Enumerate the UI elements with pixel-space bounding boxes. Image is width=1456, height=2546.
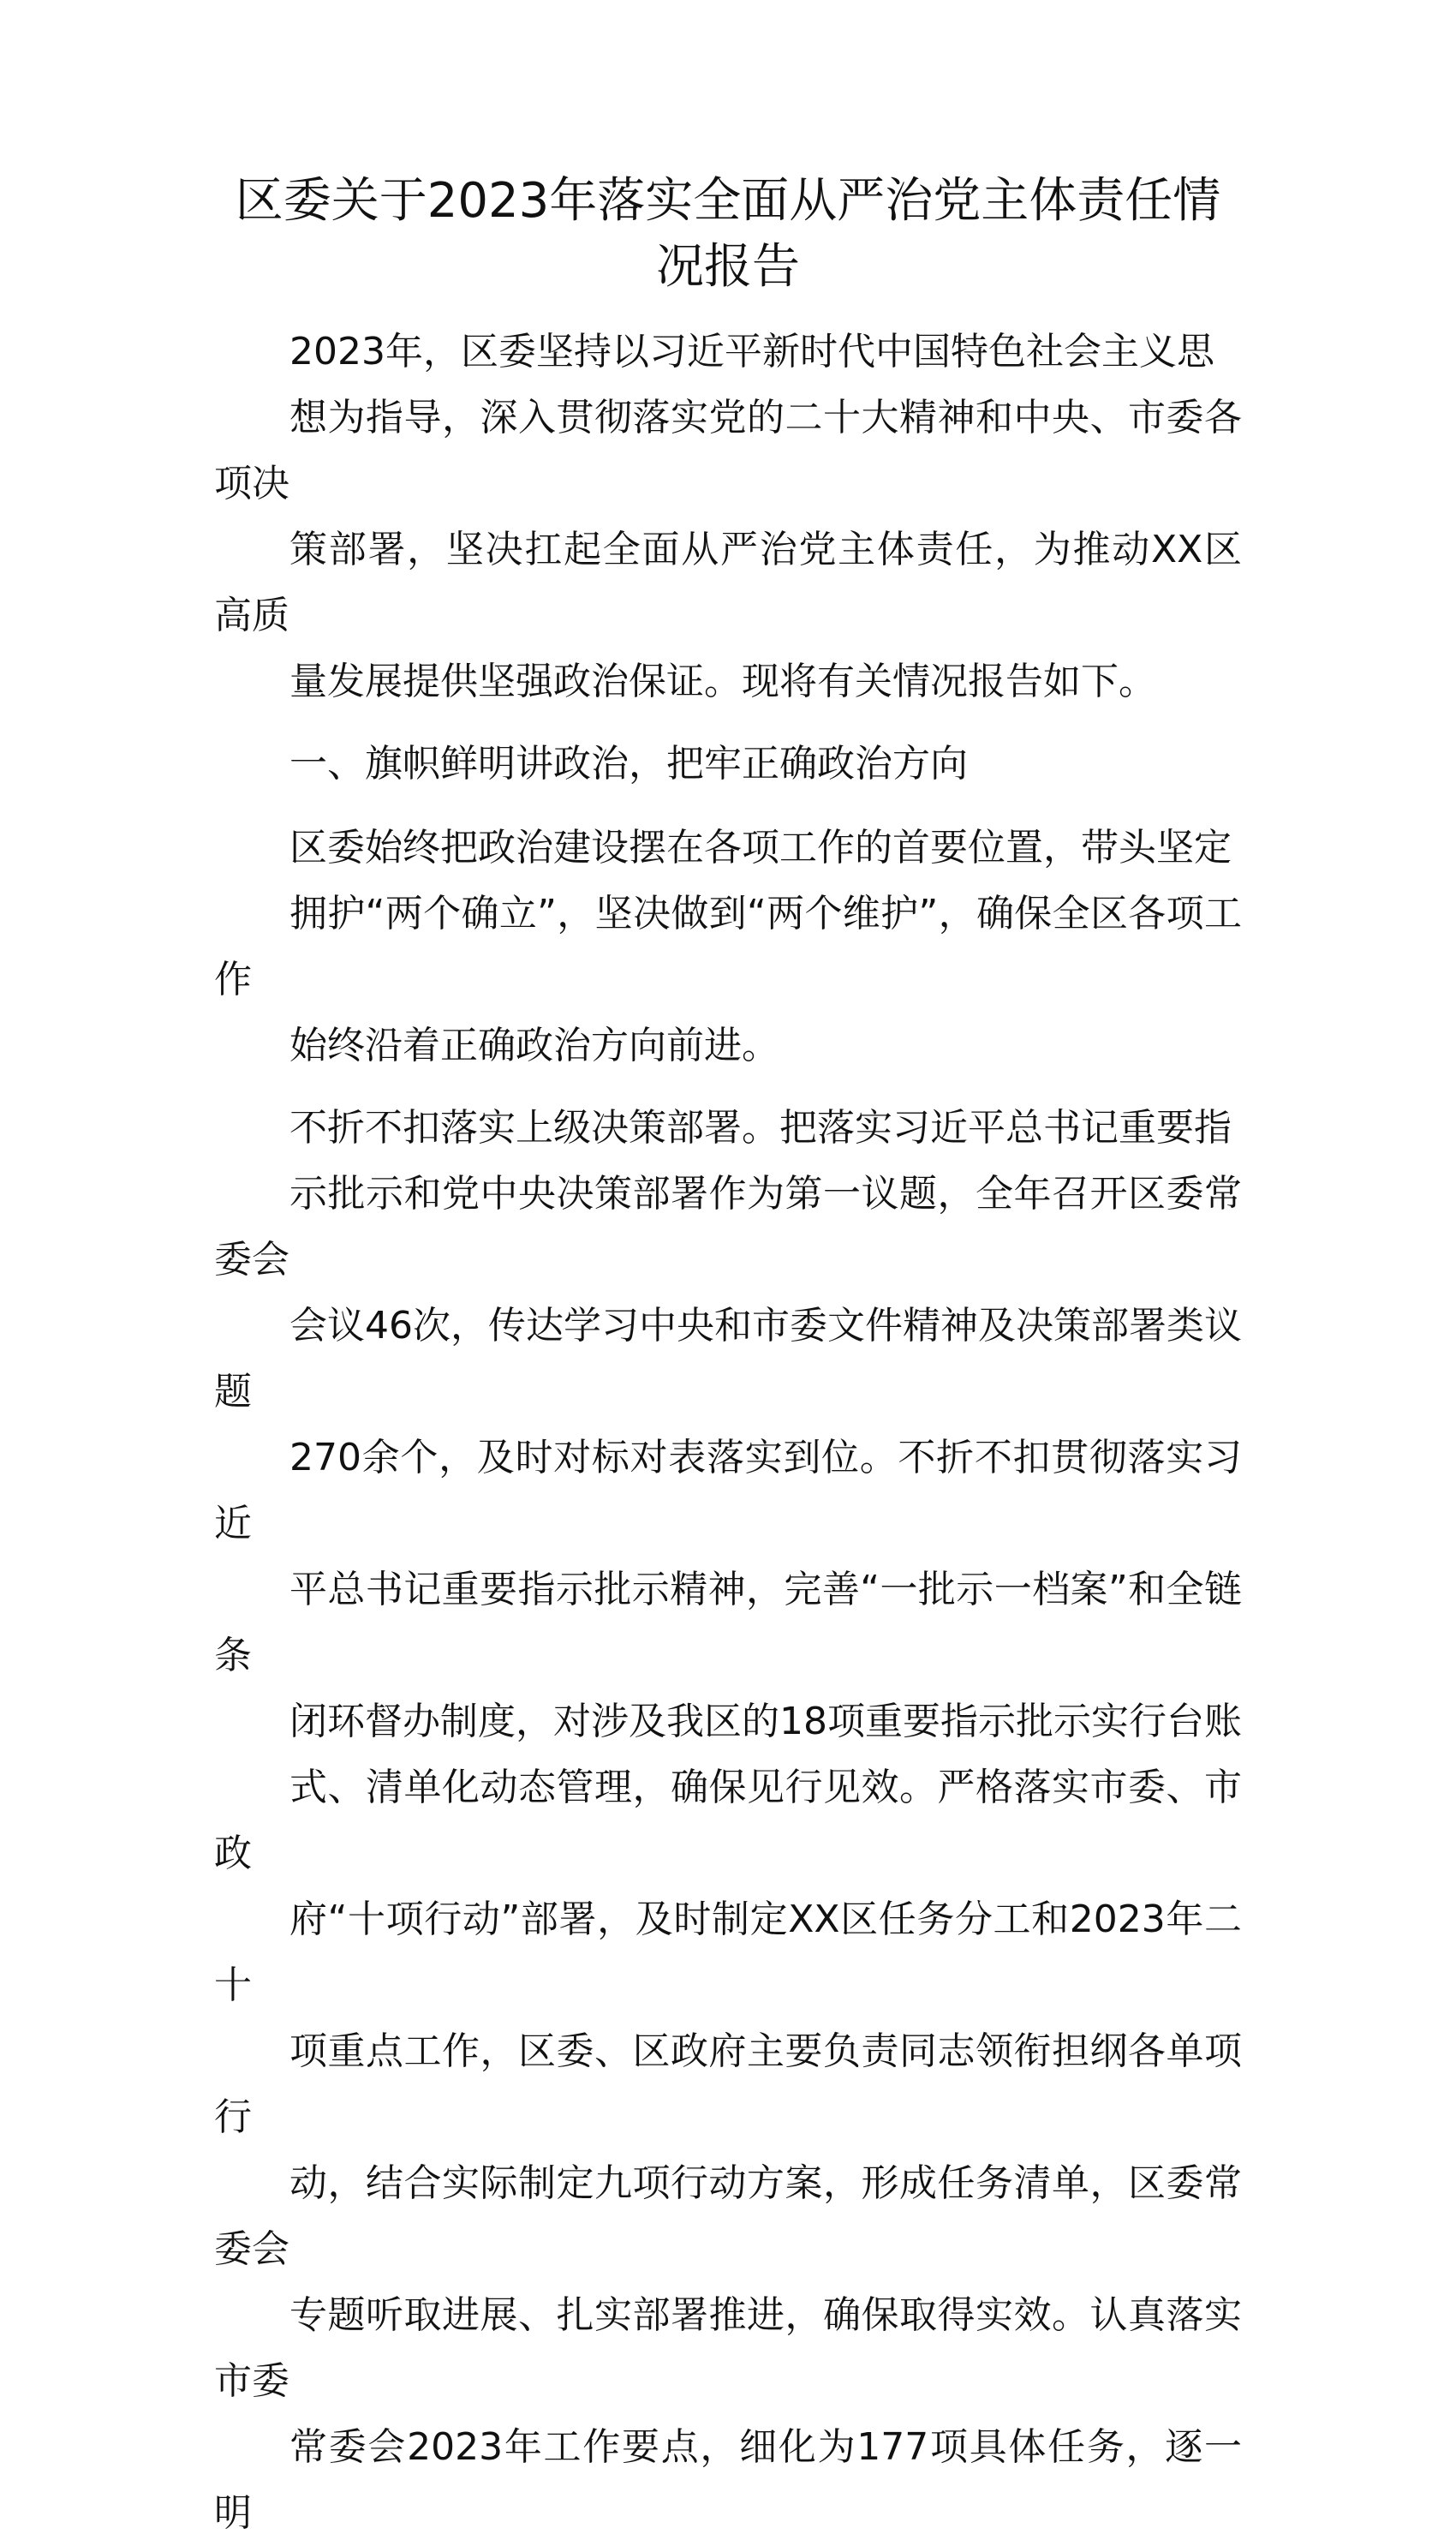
text-line: 始终沿着正确政治方向前进。 — [289, 1024, 779, 1067]
section-heading-text: 一、旗帜鲜明讲政治，把牢正确政治方向 — [289, 742, 968, 786]
text-line: 270余个，及时对标对表落实到位。不折不扣贯彻落实习近 — [214, 1436, 1242, 1545]
title-line-1: 区委关于2023年落实全面从严治党主体责任情 — [235, 173, 1221, 229]
text-line: 平总书记重要指示批示精神，完善“一批示一档案”和全链条 — [214, 1568, 1242, 1677]
text-line: 拥护“两个确立”，坚决做到“两个维护”，确保全区各项工作 — [214, 892, 1242, 1001]
text-line: 量发展提供坚强政治保证。现将有关情况报告如下。 — [289, 660, 1156, 703]
text-line: 不折不扣落实上级决策部署。把落实习近平总书记重要指 — [289, 1106, 1232, 1150]
section-heading-1 — [214, 731, 1242, 797]
section-1-paragraph-1 — [214, 815, 1242, 1079]
document-body — [214, 168, 1242, 2546]
text-line: 区委始终把政治建设摆在各项工作的首要位置，带头坚定 — [289, 826, 1232, 870]
text-line: 式、清单化动态管理，确保见行见效。严格落实市委、市政 — [214, 1766, 1242, 1875]
text-line: 常委会2023年工作要点，细化为177项具体任务，逐一明 — [214, 2425, 1242, 2535]
text-line: 闭环督办制度，对涉及我区的18项重要指示批示实行台账 — [289, 1700, 1242, 1743]
text-line: 项重点工作，区委、区政府主要负责同志领衔担纲各单项行 — [214, 2029, 1242, 2139]
text-line: 2023年，区委坚持以习近平新时代中国特色社会主义思 — [289, 330, 1214, 374]
text-line: 专题听取进展、扎实部署推进，确保取得实效。认真落实市委 — [214, 2293, 1242, 2403]
text-line: 动，结合实际制定九项行动方案，形成任务清单，区委常委会 — [214, 2161, 1242, 2271]
text-line: 示批示和党中央决策部署作为第一议题，全年召开区委常委会 — [214, 1172, 1242, 1282]
title-line-2: 况报告 — [656, 239, 800, 295]
intro-paragraph — [214, 319, 1242, 714]
text-line: 府“十项行动”部署，及时制定XX区任务分工和2023年二十 — [214, 1898, 1242, 2007]
text-line: 会议46次，传达学习中央和市委文件精神及决策部署类议题 — [214, 1304, 1242, 1413]
section-1-paragraph-2 — [214, 1095, 1242, 2546]
text-line: 策部署，坚决扛起全面从严治党主体责任，为推动XX区高质 — [214, 528, 1242, 637]
text-line: 想为指导，深入贯彻落实党的二十大精神和中央、市委各项决 — [214, 396, 1242, 505]
document-title — [214, 168, 1242, 300]
